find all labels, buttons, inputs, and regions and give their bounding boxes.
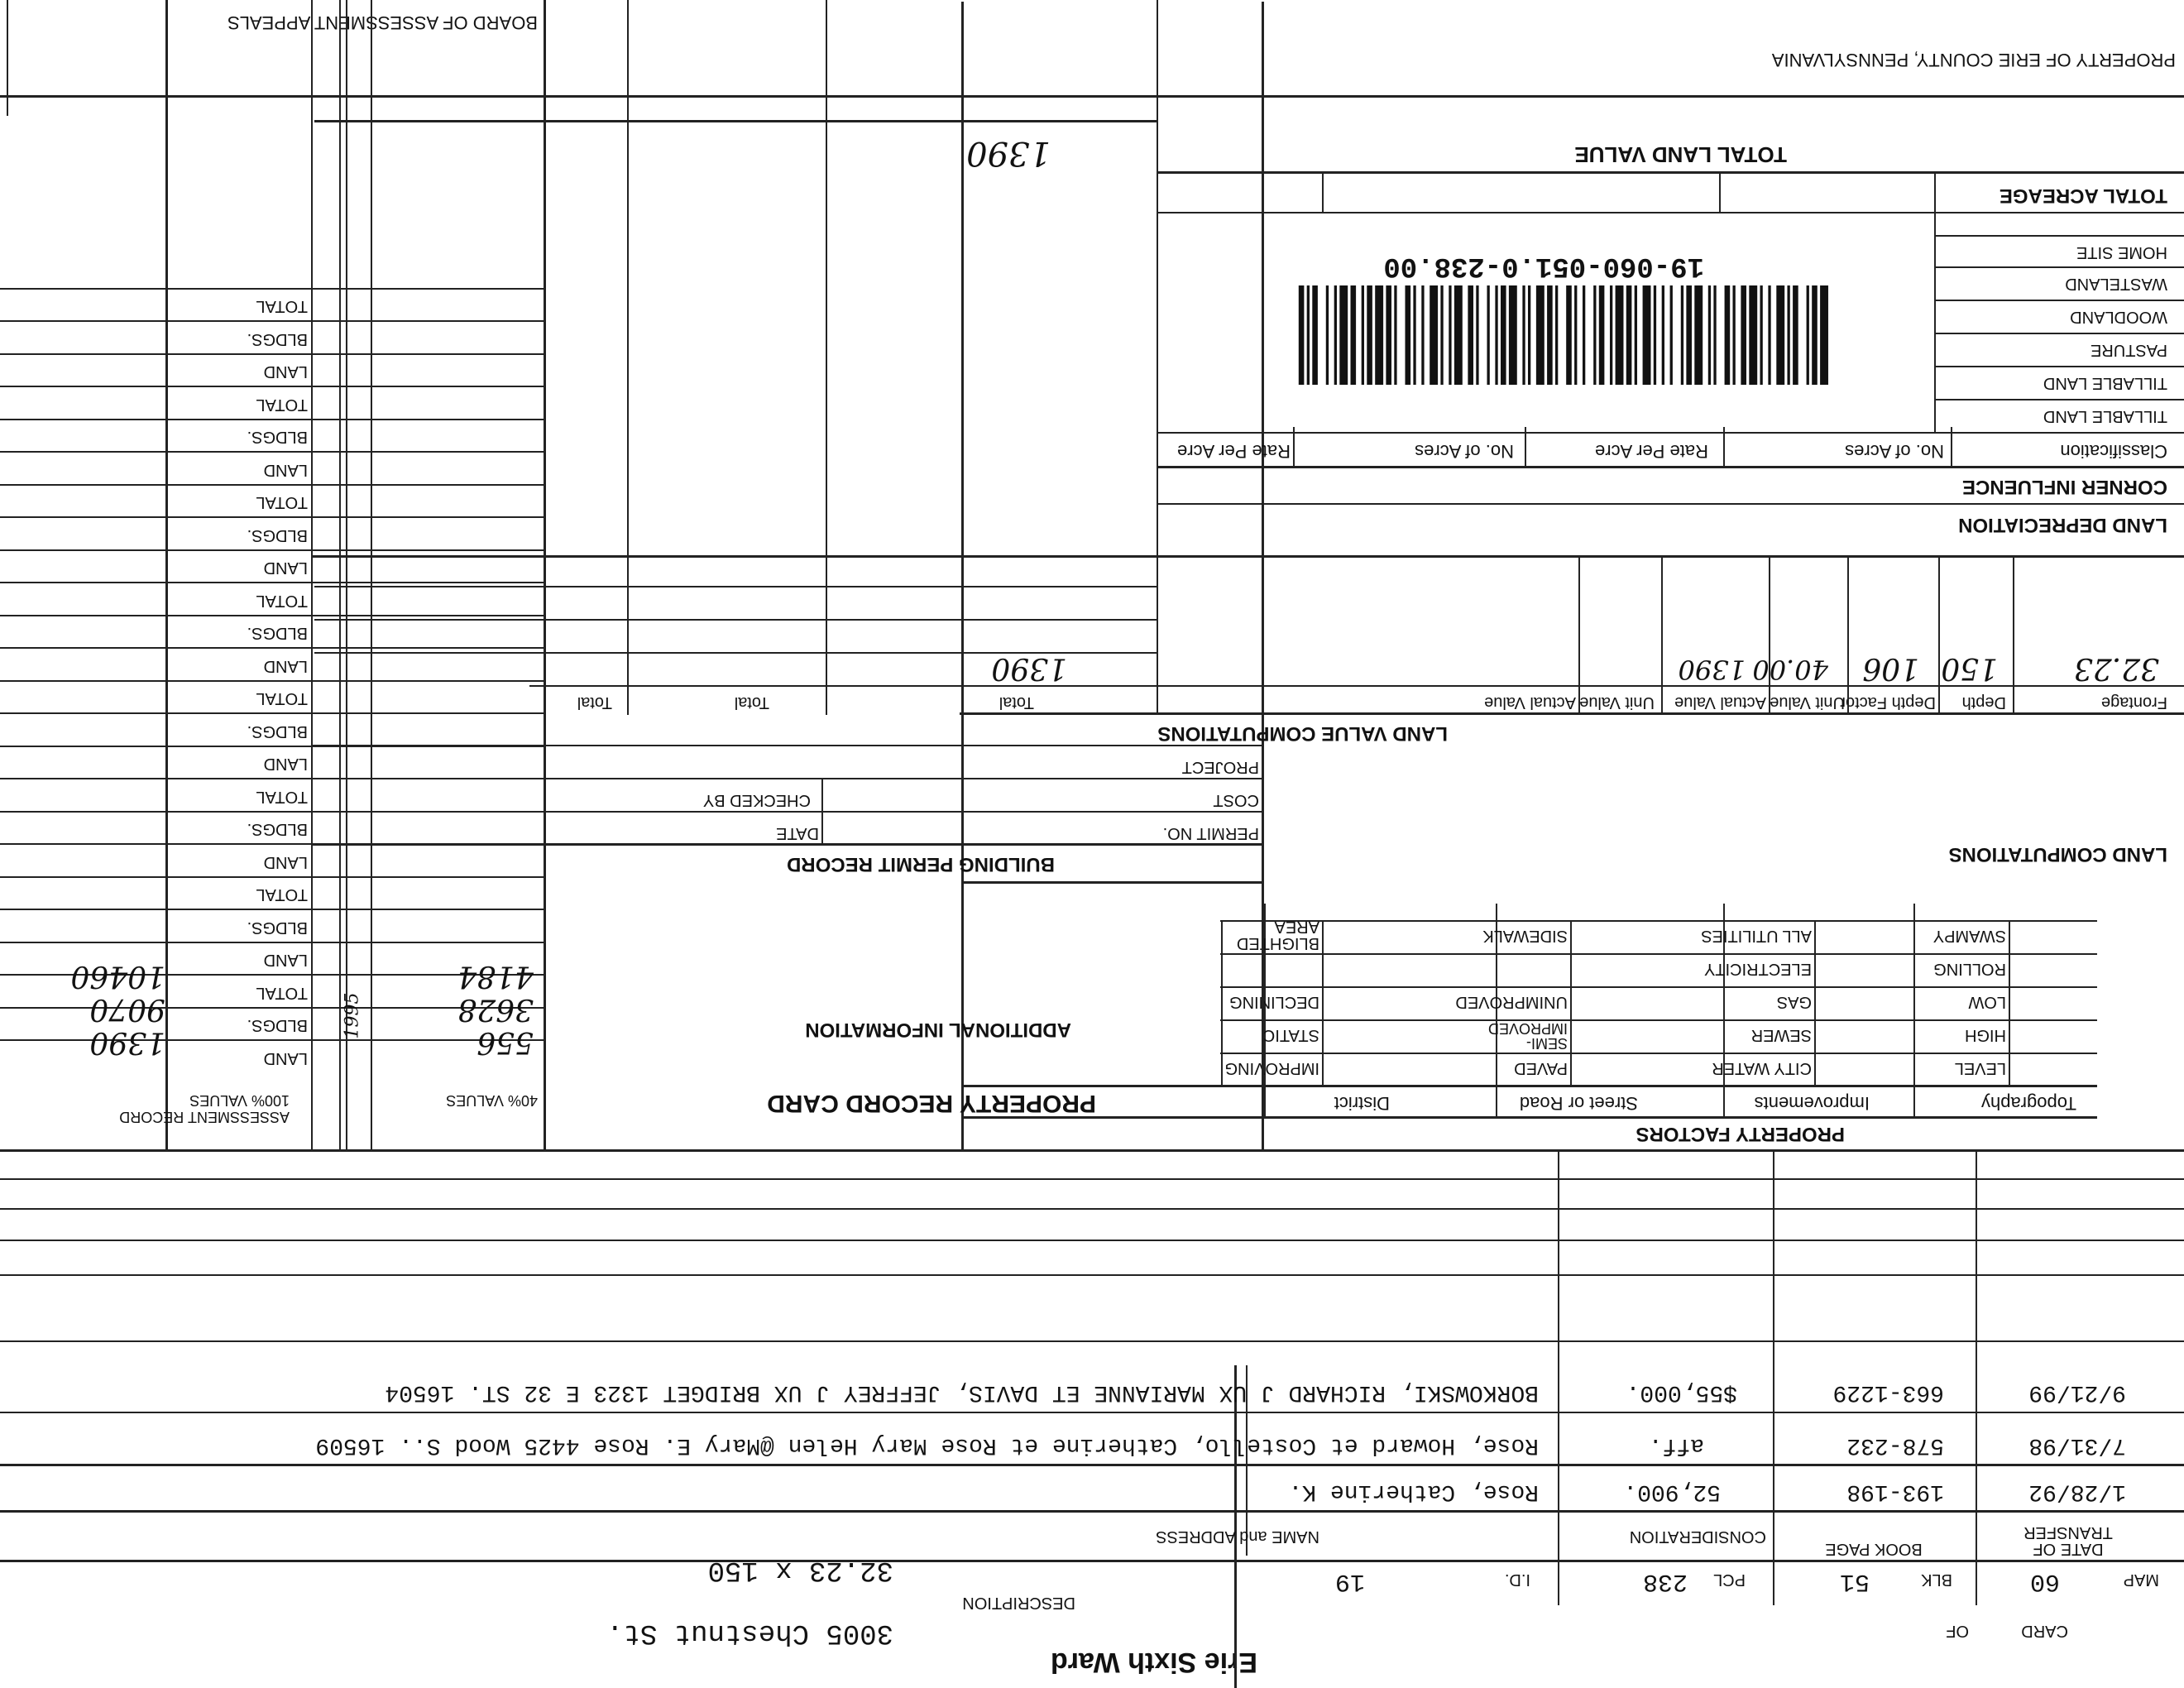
acre-row-wasteland: WASTELAND [2065, 275, 2167, 293]
barcode-bar [1440, 285, 1443, 385]
total-land-value-amount: 1390 [966, 134, 1051, 172]
lc-depth-factor-value: 106 [1862, 651, 1919, 685]
barcode-bar [1449, 285, 1451, 385]
transfer-consideration: $55,000. [1626, 1379, 1737, 1405]
value-40-bldgs: 3628 [457, 992, 534, 1026]
rule [339, 0, 341, 1152]
rule [1769, 558, 1770, 715]
barcode-bar [1725, 285, 1731, 385]
barcode-bar [1599, 285, 1605, 385]
assessment-rule [0, 909, 546, 911]
lc-col-actual-value-2: Actual Value [1484, 693, 1576, 712]
transfer-consideration: 52,900. [1623, 1479, 1721, 1504]
barcode-bar [1749, 285, 1757, 385]
barcode-bar [1522, 285, 1525, 385]
map-label: MAP [2123, 1571, 2159, 1589]
rule [0, 1340, 2184, 1342]
rule [1157, 122, 1158, 213]
barcode-number: 19-060-051.0-238.00 [1383, 250, 1704, 281]
rule [0, 1464, 2184, 1466]
rule [1936, 399, 2184, 400]
barcode-bar [1820, 285, 1828, 385]
rule [529, 685, 2184, 687]
barcode-bar [1351, 285, 1357, 385]
assessment-rule [0, 811, 546, 813]
lc-unit-value: 40.00 [1752, 654, 1828, 685]
assessment-row-label: TOTAL [256, 592, 308, 610]
assessment-row-label: BLDGS. [247, 330, 308, 348]
street-unimproved: UNIMPROVED [1455, 993, 1568, 1011]
rule [346, 0, 347, 1152]
district-declining: DECLINING [1229, 993, 1320, 1011]
transfer-name: Rose, Howard et Costello, Catherine et Rose Mary Helen @Mary E. Rose 4425 Wood S.. 16509 [315, 1432, 1539, 1458]
barcode-bar [1793, 285, 1798, 385]
assessment-rule [0, 1040, 546, 1042]
assessment-row-label: TOTAL [256, 493, 308, 512]
rule [1220, 986, 2097, 988]
barcode-bar [1312, 285, 1318, 385]
acre-col-rate: Rate Per Acre [1595, 441, 1708, 462]
rule [0, 1510, 2184, 1513]
lc-col-total-1: Total [999, 693, 1034, 712]
barcode-bar [1509, 285, 1517, 385]
assessment-row-label: BLDGS. [247, 722, 308, 741]
id-label: I.D. [1504, 1571, 1530, 1589]
assessment-rule [0, 353, 546, 355]
barcode-bar [1616, 285, 1624, 385]
barcode-bar [1768, 285, 1770, 385]
barcode-bar [1334, 285, 1337, 385]
land-depreciation-title: LAND DEPRECIATION [1958, 514, 2167, 536]
rule [627, 0, 629, 715]
assessment-rule [0, 419, 546, 420]
transfer-consideration: aff. [1648, 1432, 1704, 1458]
value-100-bldgs: 9070 [89, 992, 165, 1026]
permit-cost-label: COST [1213, 791, 1259, 809]
barcode-bar [1741, 285, 1746, 385]
transfer-date: 7/31/98 [2028, 1432, 2126, 1458]
total-land-value-label: TOTAL LAND VALUE [1574, 142, 1787, 167]
barcode-bar [1386, 285, 1391, 385]
barcode-bar [1610, 285, 1612, 385]
topo-low: LOW [1968, 993, 2006, 1011]
rule [1322, 172, 1324, 213]
rule [1322, 922, 1324, 1087]
barcode-bar [1654, 285, 1656, 385]
barcode-bar [1430, 285, 1438, 385]
assessment-row-label: TOTAL [256, 297, 308, 316]
rule [0, 1274, 2184, 1276]
lc-col-unit-value: Unit Value [1770, 693, 1845, 712]
barcode-bar [1406, 285, 1411, 385]
assessment-row-label: LAND [263, 362, 308, 381]
street-sidewalk: SIDEWALK [1482, 927, 1568, 945]
barcode-bar [1681, 285, 1684, 385]
blk-value: 51 [1839, 1567, 1870, 1595]
rule [0, 1412, 2184, 1413]
rule [313, 555, 2184, 558]
assessment-row-label: TOTAL [256, 885, 308, 904]
acre-col-no-acres-2: No. of Acres [1415, 441, 1514, 462]
rule [960, 712, 2184, 715]
assessment-rule [0, 876, 546, 878]
rule [1158, 466, 2184, 468]
rule [964, 1085, 2097, 1087]
rule [1938, 558, 1940, 715]
rule [1220, 1019, 2097, 1021]
rule [961, 2, 964, 1152]
rule [1976, 1332, 1977, 1605]
rule [1158, 171, 2184, 174]
barcode-bar [1326, 285, 1329, 385]
barcode-bar [1626, 285, 1632, 385]
assessment-row-label: LAND [263, 461, 308, 479]
assessment-rule [0, 452, 546, 453]
barcode-bar [1643, 285, 1651, 385]
barcode-bar [1394, 285, 1396, 385]
barcode-bar [1694, 285, 1703, 385]
acre-row-pasture: PASTURE [2091, 341, 2167, 359]
of-label: OF [1946, 1622, 1969, 1640]
rule [165, 0, 168, 1152]
rule [1157, 419, 1158, 468]
assessment-record-label: ASSESSMENT RECORD [119, 1109, 290, 1125]
record-card-title: PROPERTY RECORD CARD [767, 1090, 1096, 1117]
barcode-bar [1495, 285, 1497, 385]
acre-row-woodland: WOODLAND [2070, 308, 2167, 326]
rule [314, 619, 1158, 621]
impr-city-water: CITY WATER [1712, 1059, 1812, 1077]
rule [1262, 2, 1264, 1152]
rule [962, 881, 1264, 884]
assessment-rule [0, 713, 546, 715]
assessment-row-label: TOTAL [256, 689, 308, 708]
assessment-rule [0, 321, 546, 323]
barcode-bar [1713, 285, 1716, 385]
lc-total-value: 1390 [991, 651, 1067, 685]
rule [1814, 922, 1816, 1087]
barcode-bar [1375, 285, 1383, 385]
rule [1934, 185, 1936, 434]
values-100-label: 100% VALUES [189, 1092, 290, 1109]
barcode-bar [1501, 285, 1506, 385]
street-semi-improved: SEMI-IMPROVED [1487, 1020, 1568, 1052]
rule [314, 120, 1158, 122]
assessment-row-label: BLDGS. [247, 624, 308, 643]
ward-title: Erie Sixth Ward [1050, 1647, 1257, 1678]
factor-topography: Topography [1981, 1093, 2076, 1114]
barcode-bar [1413, 285, 1415, 385]
assessment-rule [0, 648, 546, 650]
rule [1578, 558, 1580, 715]
id-value: 19 [1334, 1567, 1365, 1595]
assessment-row-label: BLDGS. [247, 820, 308, 839]
topo-high: HIGH [1965, 1026, 2006, 1044]
rule [1220, 1053, 2097, 1054]
barcode-bar [1339, 285, 1348, 385]
lc-actual-value: 1390 [1678, 654, 1746, 685]
district-improving: IMPROVING [1224, 1059, 1320, 1077]
rule [1157, 0, 1158, 715]
rule [371, 0, 372, 1152]
barcode-bar [1574, 285, 1577, 385]
rule [1936, 366, 2184, 367]
assessment-rule [0, 680, 546, 682]
property-address: 3005 Chestnut St. [606, 1617, 893, 1648]
barcode-bar [1635, 285, 1637, 385]
value-100-land: 1390 [89, 1025, 165, 1059]
barcode-bar [1555, 285, 1558, 385]
pcl-label: PCL [1713, 1571, 1746, 1589]
land-value-computations-title: LAND VALUE COMPUTATIONS [1157, 722, 1448, 745]
rule [1773, 1150, 1774, 1357]
board-label: BOARD OF ASSESSMENT APPEALS [228, 12, 538, 33]
lc-col-frontage: Frontage [2100, 693, 2167, 712]
lc-col-depth: Depth [1961, 693, 2006, 712]
lc-col-actual-value: Actual Value [1674, 693, 1766, 712]
rule [0, 1240, 2184, 1241]
lc-col-unit-value-2: Unit Value [1579, 693, 1655, 712]
values-40-label: 40% VALUES [446, 1092, 538, 1109]
land-computations-title: LAND COMPUTATIONS [1948, 843, 2167, 866]
transfer-book-header: BOOK PAGE [1825, 1540, 1923, 1558]
assessment-rule [0, 844, 546, 846]
rule [1158, 212, 2184, 213]
building-permit-title: BUILDING PERMIT RECORD [787, 853, 1055, 875]
pcl-value: 238 [1642, 1567, 1688, 1595]
assessment-rule [0, 583, 546, 584]
transfer-name: Rose, Catherine K. [1288, 1479, 1539, 1504]
rule [1913, 904, 1915, 1119]
impr-gas: GAS [1776, 993, 1812, 1011]
parcel-barcode [1166, 285, 1828, 385]
rule [1847, 558, 1849, 715]
assessment-rule [0, 746, 546, 747]
transfer-date-header: DATE OF TRANSFER [2024, 1523, 2113, 1558]
rule [1936, 300, 2184, 301]
assessment-rule [0, 288, 546, 290]
transfer-consideration-header: CONSIDERATION [1629, 1527, 1766, 1546]
transfer-book-page: 663-1229 [1832, 1379, 1944, 1405]
barcode-bar [1362, 285, 1364, 385]
rule [0, 1178, 2184, 1180]
assessment-row-label: LAND [263, 951, 308, 970]
lc-depth-value: 150 [1941, 651, 1998, 685]
assessment-row-label: TOTAL [256, 396, 308, 414]
rule [1976, 1150, 1977, 1357]
rule [0, 95, 2184, 98]
rule [1934, 172, 1936, 213]
barcode-bar [1812, 285, 1818, 385]
barcode-bar [1536, 285, 1545, 385]
impr-sewer: SEWER [1751, 1026, 1812, 1044]
rule [1158, 432, 2184, 434]
transfer-book-page: 578-232 [1846, 1432, 1944, 1458]
assessment-row-label: BLDGS. [247, 526, 308, 544]
assessment-rule [0, 779, 546, 780]
barcode-bar [1670, 285, 1673, 385]
transfer-name: BORKOWSKI, RICHARD J UX MARIANNE ET DAVIS, JEFFREY J UX BRIDGET 1323 E 32 ST. 16504 [385, 1379, 1539, 1405]
rule [821, 779, 823, 846]
assessment-rule [0, 517, 546, 519]
lc-col-total-3: Total [577, 693, 612, 712]
map-value: 60 [2029, 1567, 2060, 1595]
lc-frontage-value: 32.23 [2073, 651, 2159, 685]
value-40-land: 556 [477, 1025, 534, 1059]
assessment-rule [0, 549, 546, 551]
rule [1570, 922, 1572, 1087]
district-static: STATIC [1262, 1026, 1320, 1044]
barcode-bar [1528, 285, 1530, 385]
rule [1936, 333, 2184, 334]
assessment-rule [0, 615, 546, 616]
assessment-row-label: TOTAL [256, 788, 308, 806]
acre-col-no-acres: No. of Acres [1845, 441, 1944, 462]
barcode-bar [1566, 285, 1572, 385]
factor-district: District [1334, 1093, 1390, 1114]
barcode-bar [1593, 285, 1596, 385]
topo-swampy: SWAMPY [1933, 927, 2006, 945]
barcode-bar [1807, 285, 1809, 385]
assessment-row-label: LAND [263, 755, 308, 774]
rule [1558, 1332, 1559, 1605]
acre-row-home-site: HOME SITE [2076, 243, 2167, 261]
barcode-bar [1788, 285, 1790, 385]
rule [1558, 1150, 1559, 1357]
total-acreage-label: TOTAL ACREAGE [1999, 185, 2167, 207]
topo-level: LEVEL [1954, 1059, 2006, 1077]
rule [544, 0, 546, 1152]
lc-col-depth-factor: Depth Factor [1840, 693, 1936, 712]
rule [2009, 922, 2010, 1087]
transfer-name-header: NAME and ADDRESS [1156, 1527, 1320, 1546]
barcode-bar [1307, 285, 1310, 385]
property-of-label: PROPERTY OF ERIE COUNTY, PENNSYLVANIA [1771, 50, 2176, 70]
impr-all-utilities: ALL UTILITIES [1701, 927, 1812, 945]
assessment-row-label: BLDGS. [247, 428, 308, 447]
barcode-bar [1547, 285, 1553, 385]
barcode-bar [1776, 285, 1784, 385]
barcode-bar [1487, 285, 1490, 385]
lot-dimensions: 32.23 x 150 [707, 1554, 893, 1585]
transfer-book-page: 193-198 [1846, 1479, 1944, 1504]
rule [0, 1208, 2184, 1210]
rule [964, 1116, 2097, 1119]
rule [311, 0, 313, 1152]
property-factors-title: PROPERTY FACTORS [1636, 1123, 1845, 1145]
rule [0, 1560, 2184, 1562]
lc-col-total-2: Total [734, 693, 769, 712]
factor-improvements: Improvements [1754, 1093, 1870, 1114]
barcode-bar [1476, 285, 1478, 385]
description-label: DESCRIPTION [962, 1594, 1075, 1612]
assessment-row-label: LAND [263, 657, 308, 675]
topo-rolling: ROLLING [1933, 960, 2006, 978]
assessment-rule [0, 942, 546, 943]
permit-date-label: DATE [776, 824, 819, 842]
rule [826, 0, 827, 715]
rule [1220, 953, 2097, 955]
rule [2013, 558, 2014, 715]
rule [7, 0, 8, 116]
assessment-rule [0, 386, 546, 388]
street-paved: PAVED [1514, 1059, 1568, 1077]
assessment-row-label: TOTAL [256, 984, 308, 1002]
barcode-bar [1708, 285, 1711, 385]
acre-col-classification: Classification [2060, 441, 2167, 462]
factor-street: Street or Road [1519, 1093, 1638, 1114]
acre-row-tillable-2: TILLABLE LAND [2043, 374, 2167, 392]
rule [1221, 922, 1223, 1087]
impr-electricity: ELECTRICITY [1703, 960, 1812, 978]
transfer-date: 9/21/99 [2028, 1379, 2126, 1405]
barcode-bar [1583, 285, 1585, 385]
acre-col-rate-2: Rate Per Acre [1177, 441, 1291, 462]
assessment-row-label: BLDGS. [247, 1016, 308, 1035]
rule [1719, 172, 1721, 213]
rule [314, 586, 1158, 587]
assessment-row-label: BLDGS. [247, 918, 308, 937]
barcode-bar [1686, 285, 1692, 385]
barcode-bar [1454, 285, 1463, 385]
blk-label: BLK [1921, 1571, 1952, 1589]
barcode-bar [1421, 285, 1424, 385]
permit-project-label: PROJECT [1181, 758, 1259, 776]
barcode-bar [1760, 285, 1763, 385]
permit-no-label: PERMIT NO. [1162, 824, 1259, 842]
rule [1158, 503, 2184, 505]
rule [1773, 1332, 1774, 1605]
permit-checked-label: CHECKED BY [702, 791, 811, 809]
barcode-bar [1299, 285, 1305, 385]
rule [1661, 558, 1663, 715]
additional-info-label: ADDITIONAL INFORMATION [805, 1019, 1071, 1041]
district-blighted: BLIGHTED AREA [1236, 918, 1320, 952]
corner-influence-title: CORNER INFLUENCE [1961, 476, 2167, 498]
value-100-total: 10460 [70, 959, 165, 993]
assessment-row-label: LAND [263, 559, 308, 578]
barcode-bar [1662, 285, 1664, 385]
rule [1936, 235, 2184, 237]
barcode-bar [1733, 285, 1736, 385]
value-40-total: 4184 [457, 959, 534, 993]
barcode-bar [1468, 285, 1473, 385]
assessment-rule [0, 484, 546, 486]
acre-row-tillable-1: TILLABLE LAND [2043, 407, 2167, 425]
rule [314, 652, 1158, 654]
rule [0, 1149, 2184, 1152]
rule [1936, 266, 2184, 268]
assessment-year-note: 1995 [342, 992, 363, 1039]
rule [1220, 920, 2097, 922]
assessment-row-label: LAND [263, 853, 308, 871]
card-label: CARD [2021, 1622, 2068, 1640]
transfer-date: 1/28/92 [2028, 1479, 2126, 1504]
barcode-bar [1367, 285, 1372, 385]
assessment-row-label: LAND [263, 1049, 308, 1067]
